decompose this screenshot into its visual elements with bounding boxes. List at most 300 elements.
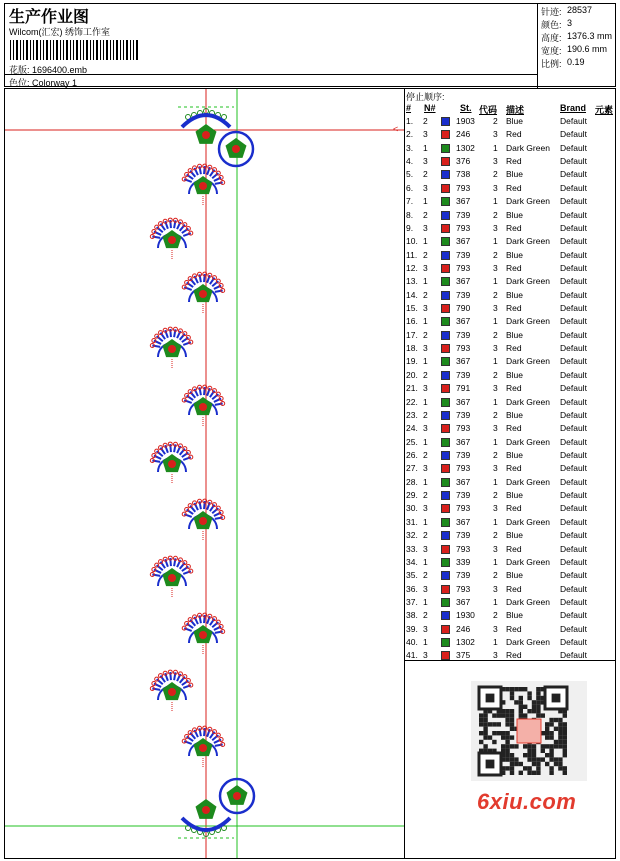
thread-brand: Default — [560, 142, 587, 153]
color-swatch — [441, 625, 450, 634]
thread-brand: Default — [560, 182, 587, 193]
stop-row — [405, 624, 617, 637]
color-swatch — [441, 291, 450, 300]
thread-brand: Default — [560, 383, 587, 394]
qr-module — [558, 722, 562, 726]
color-description: Dark Green — [506, 196, 550, 207]
color-swatch — [441, 438, 450, 447]
thread-brand: Default — [560, 556, 587, 567]
qr-module — [527, 757, 531, 761]
qr-module — [536, 687, 540, 691]
color-code: 2 — [493, 249, 498, 260]
color-description: Dark Green — [506, 556, 550, 567]
needle-number: 1 — [423, 476, 428, 487]
thread-brand: Default — [560, 116, 587, 126]
color-swatch — [441, 611, 450, 620]
color-description: Red — [506, 182, 522, 193]
color-code: 1 — [493, 142, 498, 153]
stat-value: 0.19 — [567, 57, 585, 67]
qr-module — [558, 718, 562, 722]
qr-module — [492, 731, 496, 735]
barcode-bar — [123, 40, 124, 60]
color-code: 3 — [493, 222, 498, 233]
qr-module — [545, 727, 549, 731]
color-description: Blue — [506, 116, 524, 126]
barcode-bar — [50, 40, 51, 60]
stitch-count: 739 — [456, 409, 471, 420]
stop-number: 17. — [406, 329, 418, 340]
color-swatch — [441, 558, 450, 567]
qr-module — [545, 753, 549, 757]
needle-number: 2 — [423, 490, 428, 501]
color-description: Dark Green — [506, 236, 550, 247]
stop-number: 34. — [406, 556, 418, 567]
stitch-count: 739 — [456, 209, 471, 220]
needle-number: 1 — [423, 396, 428, 407]
barcode-bar — [86, 40, 88, 60]
color-description: Red — [506, 623, 522, 634]
qr-module — [483, 735, 487, 739]
color-swatch — [441, 384, 450, 393]
stop-number: 10. — [406, 236, 418, 247]
qr-panel — [404, 660, 616, 859]
color-swatch — [441, 331, 450, 340]
qr-module — [545, 722, 549, 726]
stop-number: 15. — [406, 303, 418, 314]
color-description: Blue — [506, 570, 524, 581]
stitch-count: 367 — [456, 356, 471, 367]
stitch-count: 793 — [456, 583, 471, 594]
stitch-count: 793 — [456, 503, 471, 514]
qr-module — [558, 762, 562, 766]
needle-number: 1 — [423, 356, 428, 367]
qr-module — [510, 696, 514, 700]
qr-module — [549, 757, 553, 761]
qr-module — [563, 749, 567, 753]
color-swatch — [441, 197, 450, 206]
thread-brand: Default — [560, 623, 587, 634]
color-code: 3 — [493, 503, 498, 514]
qr-module — [541, 713, 545, 717]
qr-module — [510, 687, 514, 691]
needle-number: 1 — [423, 436, 428, 447]
color-description: Dark Green — [506, 476, 550, 487]
qr-module — [549, 731, 553, 735]
color-description: Red — [506, 543, 522, 554]
barcode-bar — [76, 40, 78, 60]
qr-module — [532, 771, 536, 775]
thread-brand: Default — [560, 436, 587, 447]
qr-module — [510, 713, 514, 717]
qr-module — [479, 722, 483, 726]
qr-module — [554, 727, 558, 731]
qr-module — [505, 713, 509, 717]
stop-number: 29. — [406, 490, 418, 501]
color-description: Red — [506, 463, 522, 474]
color-swatch — [441, 504, 450, 513]
barcode-bar — [73, 40, 74, 60]
stop-number: 35. — [406, 570, 418, 581]
qr-module — [505, 757, 509, 761]
stop-number: 36. — [406, 583, 418, 594]
thread-brand: Default — [560, 610, 587, 621]
thread-brand: Default — [560, 596, 587, 607]
qr-module — [505, 722, 509, 726]
col-code: 代码 — [479, 105, 498, 115]
stop-number: 24. — [406, 423, 418, 434]
color-code: 3 — [493, 343, 498, 354]
qr-module — [492, 740, 496, 744]
barcode-bar — [126, 40, 128, 60]
stop-number: 7. — [406, 196, 414, 207]
qr-module — [549, 744, 553, 748]
color-code: 2 — [493, 209, 498, 220]
needle-number: 1 — [423, 316, 428, 327]
stop-row — [405, 129, 617, 142]
stop-number: 8. — [406, 209, 414, 220]
stitch-count: 793 — [456, 423, 471, 434]
stitch-count: 739 — [456, 369, 471, 380]
color-description: Blue — [506, 530, 524, 541]
stitch-count: 739 — [456, 249, 471, 260]
qr-module — [519, 687, 523, 691]
qr-module — [488, 722, 492, 726]
qr-module — [519, 713, 523, 717]
barcode-bar — [13, 40, 14, 60]
qr-module — [536, 705, 540, 709]
stop-row — [405, 584, 617, 597]
color-description: Red — [506, 129, 522, 140]
color-swatch — [441, 598, 450, 607]
thread-brand: Default — [560, 450, 587, 460]
qr-module — [510, 753, 514, 757]
qr-module — [541, 749, 545, 753]
embroidery-motif — [182, 272, 224, 314]
qr-module — [523, 744, 527, 748]
guide-arrow: < — [393, 124, 399, 134]
color-swatch — [441, 411, 450, 420]
qr-module — [532, 705, 536, 709]
col-brand: Brand — [560, 103, 587, 113]
stitch-count: 367 — [456, 436, 471, 447]
color-swatch — [441, 371, 450, 380]
qr-module — [483, 722, 487, 726]
color-swatch — [441, 344, 450, 353]
stop-number: 40. — [406, 637, 418, 648]
color-description: Dark Green — [506, 436, 550, 447]
qr-module — [527, 771, 531, 775]
barcode-bar — [80, 40, 81, 60]
color-description: Dark Green — [506, 316, 550, 327]
qr-module — [563, 735, 567, 739]
stat-value: 1376.3 mm — [567, 31, 613, 41]
color-swatch — [441, 357, 450, 366]
stat-value: 3 — [567, 18, 573, 28]
needle-number: 3 — [423, 182, 428, 193]
qr-module — [536, 691, 540, 695]
stop-row — [405, 156, 617, 169]
color-swatch — [441, 237, 450, 246]
stop-number: 2. — [406, 129, 414, 140]
thread-brand: Default — [560, 156, 587, 167]
stitch-count: 376 — [456, 156, 471, 167]
thread-brand: Default — [560, 169, 587, 180]
stop-number: 23. — [406, 409, 418, 420]
barcode-bar — [93, 40, 94, 60]
color-swatch — [441, 491, 450, 500]
stat-value: 190.6 mm — [567, 44, 608, 54]
color-description: Dark Green — [506, 356, 550, 367]
qr-module — [558, 731, 562, 735]
needle-number: 2 — [423, 530, 428, 541]
stop-number: 18. — [406, 343, 418, 354]
qr-module — [541, 757, 545, 761]
qr-module — [479, 731, 483, 735]
needle-number: 3 — [423, 303, 428, 314]
qr-module — [532, 757, 536, 761]
embroidery-preview — [5, 89, 405, 859]
stat-label: 颜色: — [541, 20, 562, 30]
stitch-count: 375 — [456, 650, 471, 661]
qr-module — [519, 709, 523, 713]
color-swatch — [441, 478, 450, 487]
qr-module — [505, 735, 509, 739]
qr-module — [497, 731, 501, 735]
needle-number: 3 — [423, 463, 428, 474]
thread-brand: Default — [560, 570, 587, 581]
color-description: Blue — [506, 249, 524, 260]
thread-brand: Default — [560, 423, 587, 434]
thread-brand: Default — [560, 409, 587, 420]
color-description: Blue — [506, 450, 524, 460]
color-code: 1 — [493, 476, 498, 487]
stop-row — [405, 223, 617, 236]
needle-number: 3 — [423, 156, 428, 167]
qr-module — [519, 762, 523, 766]
embroidery-motif — [182, 164, 224, 206]
qr-module — [558, 740, 562, 744]
col-num: # — [406, 103, 412, 113]
stop-sequence-title: 停止顺序: — [406, 92, 445, 102]
needle-number: 3 — [423, 129, 428, 140]
site-watermark: 6xiu.com — [477, 789, 577, 814]
qr-module — [492, 722, 496, 726]
barcode-bar — [23, 40, 24, 60]
barcode-bar — [133, 40, 134, 60]
stop-row — [405, 316, 617, 329]
stop-number: 13. — [406, 276, 418, 287]
barcode-bar — [90, 40, 91, 60]
needle-number: 2 — [423, 329, 428, 340]
needle-number: 3 — [423, 262, 428, 273]
qr-module — [505, 744, 509, 748]
qr-finder-core — [486, 760, 495, 769]
stop-row — [405, 370, 617, 383]
barcode-bar — [116, 40, 118, 60]
qr-module — [563, 727, 567, 731]
stop-number: 39. — [406, 623, 418, 634]
color-code: 3 — [493, 543, 498, 554]
qr-module — [554, 757, 558, 761]
barcode-bar — [103, 40, 104, 60]
qr-module — [510, 718, 514, 722]
stop-row — [405, 463, 617, 476]
stop-row — [405, 330, 617, 343]
qr-module — [545, 735, 549, 739]
qr-module — [483, 731, 487, 735]
thread-brand: Default — [560, 503, 587, 514]
color-description: Red — [506, 383, 522, 394]
color-description: Red — [506, 303, 522, 314]
barcode-bar — [70, 40, 71, 60]
color-description: Red — [506, 583, 522, 594]
color-swatch — [441, 317, 450, 326]
qr-module — [505, 731, 509, 735]
qr-module — [563, 731, 567, 735]
color-code: 1 — [493, 196, 498, 207]
stop-row — [405, 169, 617, 182]
qr-module — [563, 722, 567, 726]
needle-number: 2 — [423, 116, 428, 126]
qr-module — [510, 762, 514, 766]
qr-module — [505, 709, 509, 713]
color-code: 3 — [493, 623, 498, 634]
needle-number: 3 — [423, 222, 428, 233]
qr-module — [558, 727, 562, 731]
barcode-bar — [130, 40, 131, 60]
color-code: 3 — [493, 650, 498, 661]
qr-module — [523, 687, 527, 691]
barcode-bar — [110, 40, 111, 60]
color-swatch — [441, 531, 450, 540]
stop-number: 4. — [406, 156, 414, 167]
col-description: 描述 — [506, 105, 525, 115]
qr-module — [527, 744, 531, 748]
thread-brand: Default — [560, 650, 587, 661]
col-element: 元素 — [595, 105, 614, 115]
stop-row — [405, 183, 617, 196]
color-swatch — [441, 144, 450, 153]
color-code: 3 — [493, 303, 498, 314]
barcode-bar — [136, 40, 138, 60]
color-code: 1 — [493, 276, 498, 287]
qr-module — [483, 727, 487, 731]
qr-module — [563, 771, 567, 775]
color-description: Red — [506, 423, 522, 434]
color-code: 2 — [493, 329, 498, 340]
thread-brand: Default — [560, 463, 587, 474]
stop-row — [405, 557, 617, 570]
needle-number: 3 — [423, 383, 428, 394]
stop-row — [405, 250, 617, 263]
color-code: 2 — [493, 490, 498, 501]
stitch-count: 246 — [456, 623, 471, 634]
color-code: 3 — [493, 129, 498, 140]
needle-number: 3 — [423, 343, 428, 354]
color-code: 3 — [493, 583, 498, 594]
thread-brand: Default — [560, 583, 587, 594]
stitch-count: 793 — [456, 262, 471, 273]
qr-module — [492, 713, 496, 717]
color-swatch — [441, 264, 450, 273]
needle-number: 1 — [423, 196, 428, 207]
barcode-bar — [63, 40, 64, 60]
stop-row — [405, 597, 617, 610]
thread-brand: Default — [560, 356, 587, 367]
needle-number: 1 — [423, 637, 428, 648]
stat-label: 针迹: — [541, 7, 562, 17]
qr-module — [505, 749, 509, 753]
color-description: Red — [506, 156, 522, 167]
color-swatch — [441, 304, 450, 313]
color-swatch — [441, 518, 450, 527]
thread-brand: Default — [560, 329, 587, 340]
stitch-count: 739 — [456, 530, 471, 541]
stop-row — [405, 276, 617, 289]
color-description: Blue — [506, 490, 524, 501]
qr-module — [536, 766, 540, 770]
color-description: Dark Green — [506, 142, 550, 153]
color-swatch — [441, 451, 450, 460]
qr-code — [471, 681, 587, 781]
color-code: 1 — [493, 556, 498, 567]
color-code: 2 — [493, 116, 498, 126]
thread-brand: Default — [560, 543, 587, 554]
needle-number: 1 — [423, 516, 428, 527]
stop-row — [405, 303, 617, 316]
qr-module — [532, 709, 536, 713]
qr-module — [527, 766, 531, 770]
color-code: 2 — [493, 369, 498, 380]
needle-number: 2 — [423, 369, 428, 380]
needle-number: 3 — [423, 623, 428, 634]
color-description: Dark Green — [506, 276, 550, 287]
barcode-bar — [56, 40, 58, 60]
stop-row — [405, 343, 617, 356]
stop-row — [405, 383, 617, 396]
stop-row — [405, 290, 617, 303]
qr-module — [510, 744, 514, 748]
qr-module — [554, 740, 558, 744]
color-swatch — [441, 211, 450, 220]
color-description: Dark Green — [506, 637, 550, 648]
color-code: 3 — [493, 383, 498, 394]
color-swatch — [441, 585, 450, 594]
thread-brand: Default — [560, 303, 587, 314]
embroidery-motif — [150, 327, 192, 369]
color-code: 1 — [493, 236, 498, 247]
stitch-count: 367 — [456, 596, 471, 607]
stop-number: 3. — [406, 142, 414, 153]
thread-brand: Default — [560, 637, 587, 648]
stop-number: 11. — [406, 249, 418, 260]
qr-module — [523, 753, 527, 757]
stop-row — [405, 517, 617, 530]
color-code: 3 — [493, 182, 498, 193]
stitch-count: 1302 — [456, 637, 475, 648]
qr-module — [514, 744, 518, 748]
qr-module — [549, 753, 553, 757]
stop-number: 22. — [406, 396, 418, 407]
qr-module — [554, 718, 558, 722]
qr-module — [483, 718, 487, 722]
color-code: 2 — [493, 289, 498, 300]
color-code: 2 — [493, 409, 498, 420]
needle-number: 2 — [423, 169, 428, 180]
color-description: Dark Green — [506, 596, 550, 607]
thread-brand: Default — [560, 490, 587, 501]
stitch-count: 793 — [456, 543, 471, 554]
